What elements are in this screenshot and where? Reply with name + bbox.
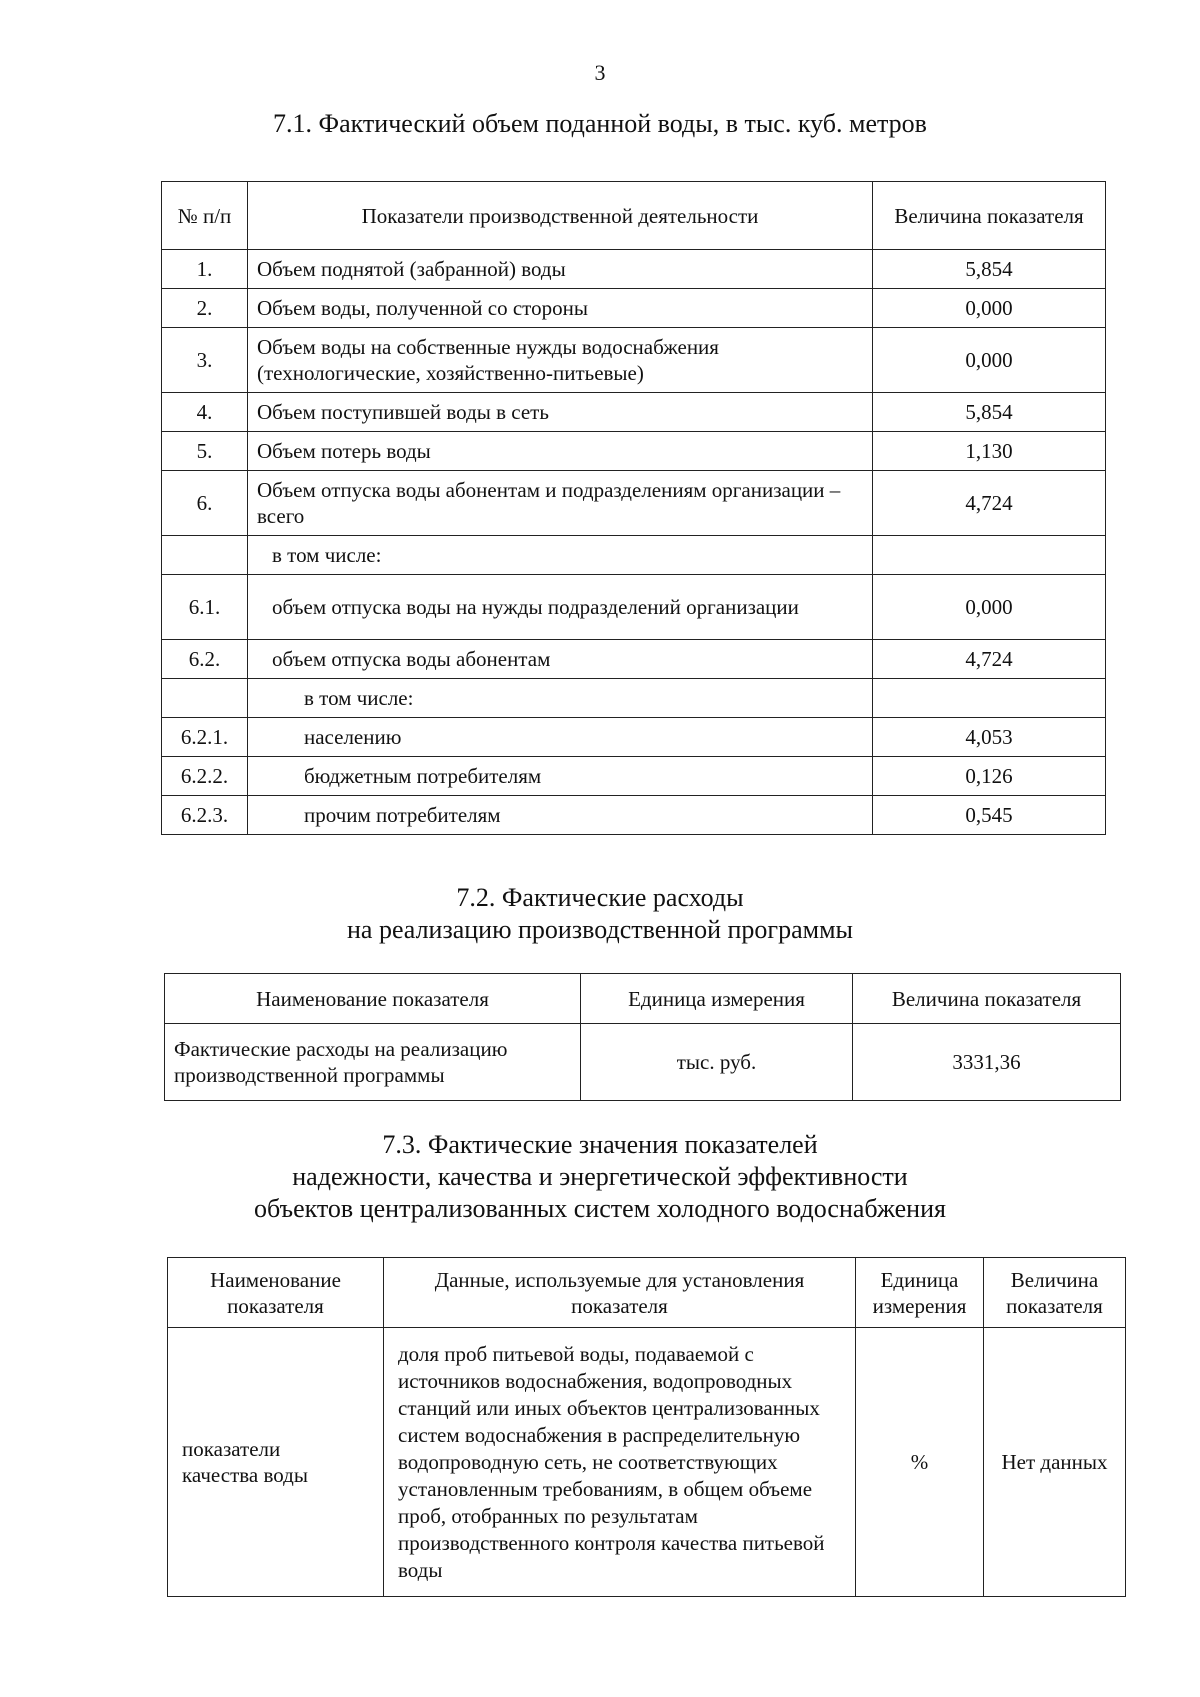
row-value: 5,854 bbox=[873, 250, 1106, 289]
row-number: 5. bbox=[162, 432, 248, 471]
table-header-row bbox=[165, 974, 1121, 1024]
table-row bbox=[165, 1024, 1121, 1101]
water-volume-table bbox=[161, 181, 1106, 835]
row-value bbox=[873, 536, 1106, 575]
row-data-description: доля проб питьевой воды, подаваемой с источников водоснабжения, водопроводных станций или иных объектов централизованных систем водоснабжения в распределительную водопроводную сеть, не соответствующих установленным требованиям, в общем объеме проб, отобранных по результатам производственного контроля качества питьевой воды bbox=[384, 1328, 856, 1597]
row-value: 5,854 bbox=[873, 393, 1106, 432]
section-7-2-title bbox=[0, 882, 1200, 946]
table-header-row bbox=[162, 182, 1106, 250]
column-header-name: Наименование показателя bbox=[168, 1258, 384, 1328]
row-label: Объем потерь воды bbox=[248, 432, 873, 471]
row-label: населению bbox=[248, 718, 873, 757]
column-header-unit: Единица измерения bbox=[581, 974, 853, 1024]
row-value: 0,000 bbox=[873, 328, 1106, 393]
row-label: в том числе: bbox=[248, 536, 873, 575]
row-unit: тыс. руб. bbox=[581, 1024, 853, 1101]
table-row bbox=[162, 289, 1106, 328]
row-label: Объем воды, полученной со стороны bbox=[248, 289, 873, 328]
column-header-value: Величина показателя bbox=[984, 1258, 1126, 1328]
row-value: 0,545 bbox=[873, 796, 1106, 835]
row-unit: % bbox=[856, 1328, 984, 1597]
column-header-name: Наименование показателя bbox=[165, 974, 581, 1024]
row-label: Фактические расходы на реализацию производственной программы bbox=[165, 1024, 581, 1101]
expenses-table bbox=[164, 973, 1121, 1101]
table-header-row bbox=[168, 1258, 1126, 1328]
row-label: объем отпуска воды на нужды подразделений организации bbox=[248, 575, 873, 640]
table-row bbox=[162, 640, 1106, 679]
row-number bbox=[162, 679, 248, 718]
section-7-1-title bbox=[0, 108, 1200, 140]
row-number: 6. bbox=[162, 471, 248, 536]
section-7-2-title-line: на реализацию производственной программы bbox=[346, 915, 853, 944]
column-header-data: Данные, используемые для установления показателя bbox=[384, 1258, 856, 1328]
row-number: 3. bbox=[162, 328, 248, 393]
row-value: 1,130 bbox=[873, 432, 1106, 471]
page-number: 3 bbox=[594, 60, 606, 85]
row-label: прочим потребителям bbox=[248, 796, 873, 835]
column-header-unit: Единица измерения bbox=[856, 1258, 984, 1328]
row-number: 6.2.1. bbox=[162, 718, 248, 757]
row-label: Объем отпуска воды абонентам и подразделениям организации – всего bbox=[248, 471, 873, 536]
section-7-3-title-line: 7.3. Фактические значения показателей bbox=[382, 1130, 818, 1159]
column-header-number: № п/п bbox=[162, 182, 248, 250]
table-row bbox=[162, 432, 1106, 471]
row-label: Объем поступившей воды в сеть bbox=[248, 393, 873, 432]
table-row bbox=[162, 471, 1106, 536]
row-value: 4,724 bbox=[873, 640, 1106, 679]
row-label: бюджетным потребителям bbox=[248, 757, 873, 796]
row-number: 6.2.3. bbox=[162, 796, 248, 835]
row-number bbox=[162, 536, 248, 575]
column-header-indicator: Показатели производственной деятельности bbox=[248, 182, 873, 250]
row-number: 4. bbox=[162, 393, 248, 432]
column-header-value: Величина показателя bbox=[873, 182, 1106, 250]
section-7-3-title-line: объектов централизованных систем холодного водоснабжения bbox=[254, 1194, 946, 1223]
row-value: 3331,36 bbox=[853, 1024, 1121, 1101]
section-7-1-title-text: 7.1. Фактический объем поданной воды, в тыс. куб. метров bbox=[273, 109, 927, 138]
row-number: 6.1. bbox=[162, 575, 248, 640]
row-number: 1. bbox=[162, 250, 248, 289]
row-number: 2. bbox=[162, 289, 248, 328]
row-value: 0,126 bbox=[873, 757, 1106, 796]
table-row bbox=[162, 679, 1106, 718]
table-row bbox=[162, 575, 1106, 640]
row-value: Нет данных bbox=[984, 1328, 1126, 1597]
table-row bbox=[162, 796, 1106, 835]
row-number: 6.2.2. bbox=[162, 757, 248, 796]
row-label: в том числе: bbox=[248, 679, 873, 718]
row-label: показатели качества воды bbox=[168, 1328, 384, 1597]
row-value: 4,053 bbox=[873, 718, 1106, 757]
section-7-2-title-line: 7.2. Фактические расходы bbox=[456, 883, 744, 912]
row-label: объем отпуска воды абонентам bbox=[248, 640, 873, 679]
section-7-3-title bbox=[0, 1129, 1200, 1225]
table-row bbox=[162, 757, 1106, 796]
row-value: 0,000 bbox=[873, 289, 1106, 328]
row-value: 0,000 bbox=[873, 575, 1106, 640]
row-label: Объем поднятой (забранной) воды bbox=[248, 250, 873, 289]
row-value: 4,724 bbox=[873, 471, 1106, 536]
quality-indicators-table bbox=[167, 1257, 1126, 1597]
table-row bbox=[162, 328, 1106, 393]
table-row bbox=[168, 1328, 1126, 1597]
table-row bbox=[162, 393, 1106, 432]
row-number: 6.2. bbox=[162, 640, 248, 679]
table-row bbox=[162, 536, 1106, 575]
table-row bbox=[162, 250, 1106, 289]
row-label: Объем воды на собственные нужды водоснабжения (технологические, хозяйственно-питьевые) bbox=[248, 328, 873, 393]
section-7-3-title-line: надежности, качества и энергетической эффективности bbox=[292, 1162, 908, 1191]
column-header-value: Величина показателя bbox=[853, 974, 1121, 1024]
row-value bbox=[873, 679, 1106, 718]
table-row bbox=[162, 718, 1106, 757]
